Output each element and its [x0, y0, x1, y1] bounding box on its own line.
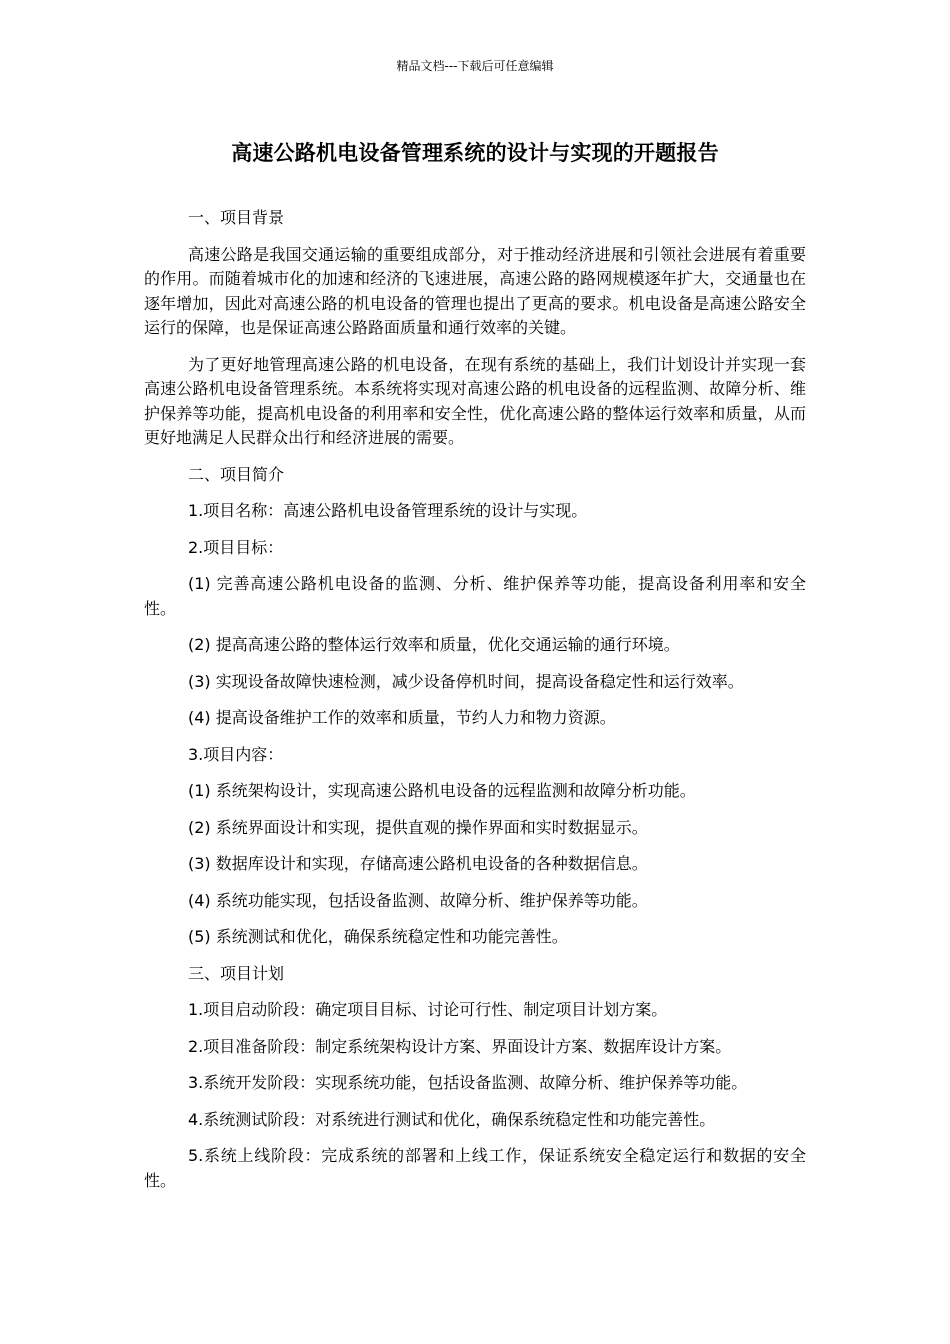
- project-content-heading: 3.项目内容：: [188, 744, 284, 764]
- goal-item: (2) 提高高速公路的整体运行效率和质量，优化交通运输的通行环境。: [188, 635, 680, 654]
- content-item: (3) 数据库设计和实现，存储高速公路机电设备的各种数据信息。: [188, 854, 648, 873]
- document-body: [144, 206, 806, 1205]
- plan-item: 5.系统上线阶段：完成系统的部署和上线工作，保证系统安全稳定运行和数据的安全性。: [144, 1146, 806, 1190]
- plan-item: 3.系统开发阶段：实现系统功能，包括设备监测、故障分析、维护保养等功能。: [188, 1073, 748, 1092]
- goal-item: (4) 提高设备维护工作的效率和质量，节约人力和物力资源。: [188, 708, 616, 727]
- plan-item: 4.系统测试阶段：对系统进行测试和优化，确保系统稳定性和功能完善性。: [188, 1109, 716, 1129]
- document-title: 高速公路机电设备管理系统的设计与实现的开题报告: [231, 141, 719, 165]
- header-note: 精品文档---下载后可任意编辑: [396, 59, 554, 73]
- project-name: 1.项目名称：高速公路机电设备管理系统的设计与实现。: [188, 501, 588, 520]
- plan-item: 1.项目启动阶段：确定项目目标、讨论可行性、制定项目计划方案。: [188, 1000, 668, 1019]
- plan-item: 2.项目准备阶段：制定系统架构设计方案、界面设计方案、数据库设计方案。: [188, 1036, 732, 1056]
- content-item: (4) 系统功能实现，包括设备监测、故障分析、维护保养等功能。: [188, 890, 648, 910]
- content-item: (2) 系统界面设计和实现，提供直观的操作界面和实时数据显示。: [188, 817, 648, 837]
- section-heading-intro: 二、项目简介: [188, 464, 285, 484]
- goal-item: (1) 完善高速公路机电设备的监测、分析、维护保养等功能，提高设备利用率和安全性。: [144, 574, 806, 618]
- project-goals-heading: 2.项目目标：: [188, 537, 284, 557]
- section-heading-background: 一、项目背景: [188, 208, 285, 227]
- paragraph-background-1: 高速公路是我国交通运输的重要组成部分，对于推动经济进展和引领社会进展有着重要的作用。而随着城市化的加速和经济的飞速进展，高速公路的路网规模逐年扩大，交通量也在逐年增加，因此对高速公路的机电设备的管理也提出了更高的要求。机电设备是高速公路安全运行的保障，也是保证高速公路路面质量和通行效率的关键。: [144, 244, 806, 337]
- section-heading-plan: 三、项目计划: [188, 963, 285, 983]
- paragraph-background-2: 为了更好地管理高速公路的机电设备，在现有系统的基础上，我们计划设计并实现一套高速公路机电设备管理系统。本系统将实现对高速公路的机电设备的远程监测、故障分析、维护保养等功能，提高机电设备的利用率和安全性，优化高速公路的整体运行效率和质量，从而更好地满足人民群众出行和经济进展的需要。: [144, 354, 806, 447]
- content-item: (5) 系统测试和优化，确保系统稳定性和功能完善性。: [188, 927, 568, 946]
- goal-item: (3) 实现设备故障快速检测，减少设备停机时间，提高设备稳定性和运行效率。: [188, 671, 744, 691]
- content-item: (1) 系统架构设计，实现高速公路机电设备的远程监测和故障分析功能。: [188, 781, 696, 800]
